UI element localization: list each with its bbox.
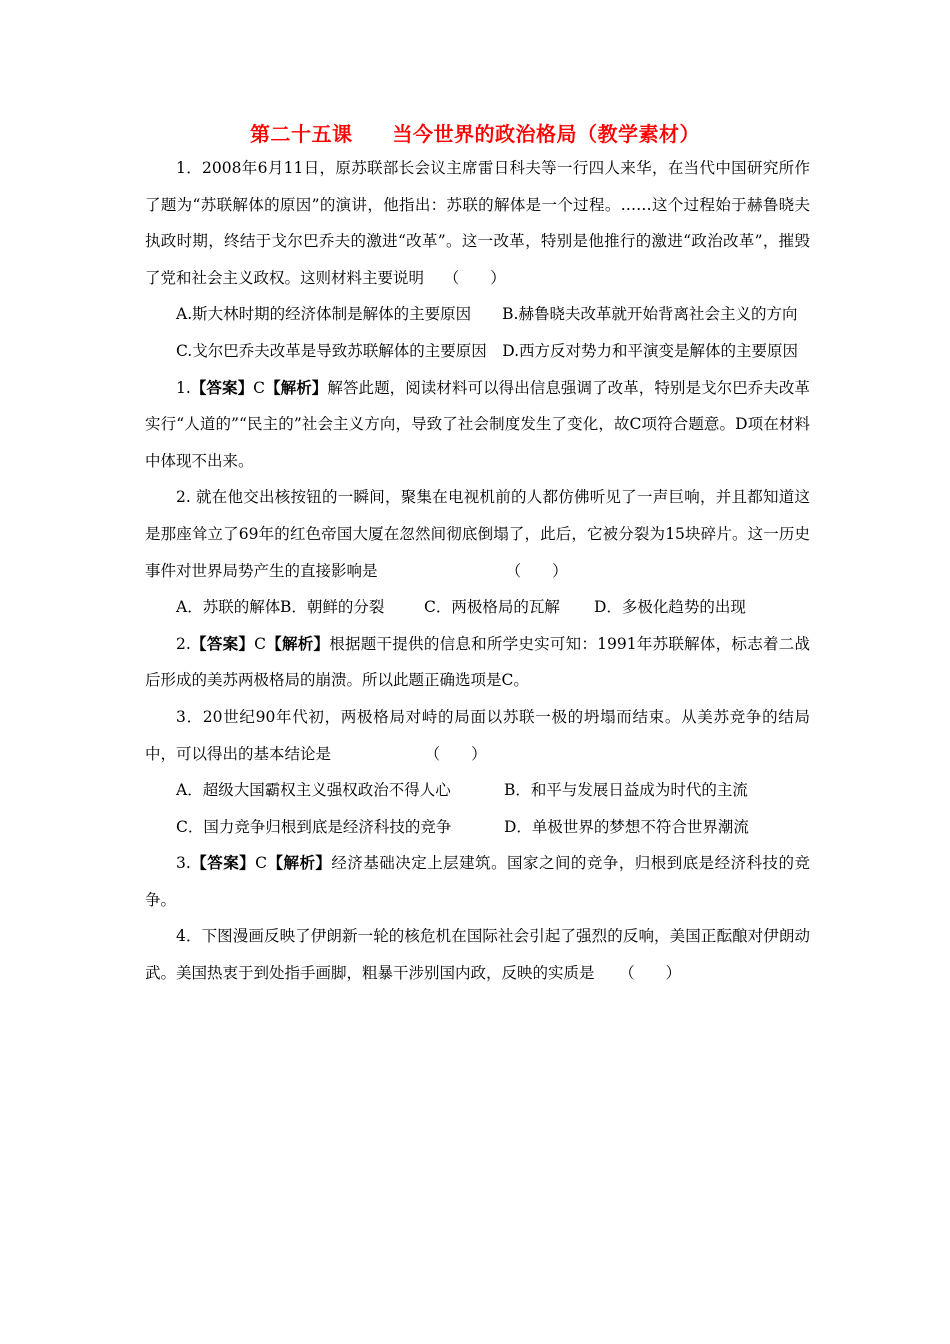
answer-label: 【答案】 — [190, 633, 255, 653]
analysis-label: 【解析】 — [265, 633, 330, 653]
question-4-stem: 4．下图漫画反映了伊朗新一轮的核危机在国际社会引起了强烈的反响，美国正酝酿对伊朗动武。美国热衷于到处指手画脚，粗暴干涉别国内政，反映的实质是 （ ） — [145, 927, 810, 983]
question-1-option-cd: C.戈尔巴乔夫改革是导致苏联解体的主要原因 D.西方反对势力和平演变是解体的主要原因 — [176, 341, 799, 360]
answer-label: 【答案】 — [190, 377, 254, 397]
question-2-stem: 2. 就在他交出核按钮的一瞬间，聚集在电视机前的人都仿佛听见了一声巨响，并且都知道这是那座耸立了69年的红色帝国大厦在忽然间彻底倒塌了，此后，它被分裂为15块碎片。这一历史事件对世界局势产生的直接影响是 （ ） — [145, 488, 810, 580]
analysis-label: 【解析】 — [267, 853, 332, 873]
answer-1: 1.【答案】C【解析】解答此题，阅读材料可以得出信息强调了改革，特别是戈尔巴乔夫改革实行“人道的”“民主的”社会主义方向，导致了社会制度发生了变化，故C项符合题意。D项在材料中体现不出来。 — [145, 377, 810, 470]
question-1-option-ab: A.斯大林时期的经济体制是解体的主要原因 B.赫鲁晓夫改革就开始背离社会主义的方向 — [176, 305, 798, 324]
page-title — [0, 118, 950, 147]
answer-2: 2.【答案】C【解析】根据题干提供的信息和所学史实可知：1991年苏联解体，标志着二战后形成的美苏两极格局的崩溃。所以此题正确选项是C。 — [145, 633, 810, 690]
question-3-options-cd: C．国力竞争归根到底是经济科技的竞争 D．单极世界的梦想不符合世界潮流 — [176, 817, 749, 836]
answer-label: 【答案】 — [190, 853, 256, 873]
title-topic: 当今世界的政治格局（教学素材） — [392, 122, 700, 146]
question-2-options: A．苏联的解体B．朝鲜的分裂 C．两极格局的瓦解 D．多极化趋势的出现 — [176, 598, 746, 617]
analysis-label: 【解析】 — [265, 377, 328, 397]
question-3-options-ab: A．超级大国霸权主义强权政治不得人心 B．和平与发展日益成为时代的主流 — [176, 781, 748, 800]
question-3-stem: 3．20世纪90年代初，两极格局对峙的局面以苏联一极的坍塌而结束。从美苏竞争的结局中，可以得出的基本结论是 （ ） — [145, 707, 810, 763]
answer-3: 3.【答案】C【解析】经济基础决定上层建筑。国家之间的竞争，归根到底是经济科技的竞争。 — [145, 853, 810, 909]
title-lesson: 第二十五课 — [250, 122, 353, 146]
document-body — [145, 150, 810, 992]
question-1-stem: 1．2008年6月11日，原苏联部长会议主席雷日科夫等一行四人来华，在当代中国研究所作了题为“苏联解体的原因”的演讲，他指出：苏联的解体是一个过程。……这个过程始于赫鲁晓夫执政时期，终结于戈尔巴乔夫的激进“改革”。这一改革，特别是他推行的激进“政治改革”，摧毁了党和社会主义政权。这则材料主要说明 （ ） — [145, 159, 810, 287]
